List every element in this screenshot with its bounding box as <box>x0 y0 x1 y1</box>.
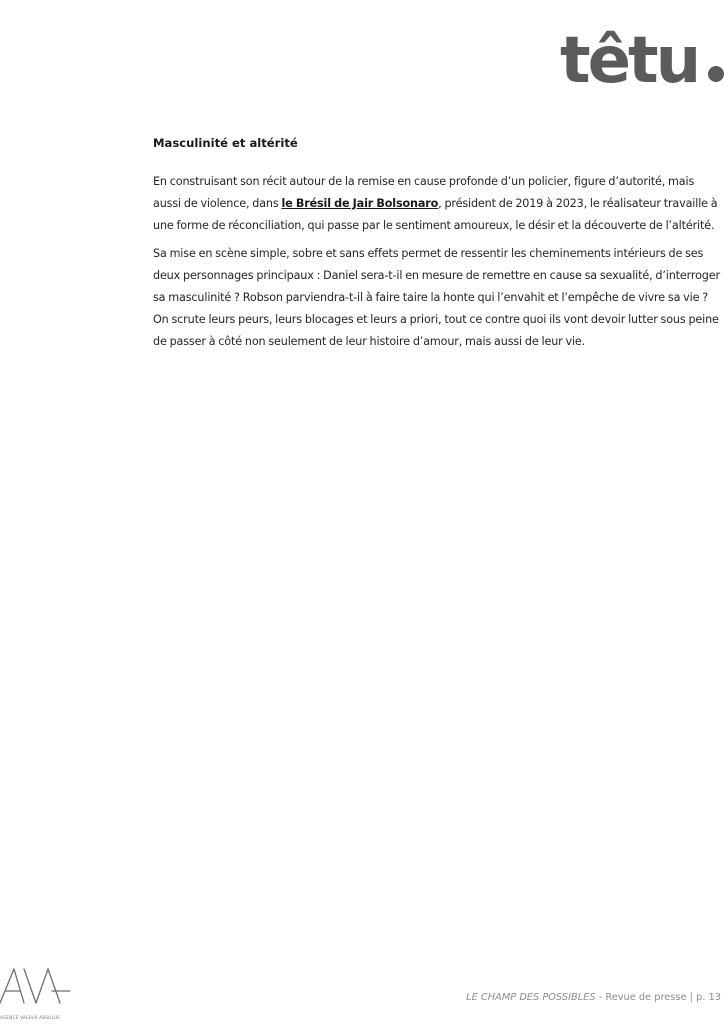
page-footer <box>466 992 721 1003</box>
ava-monogram-icon <box>0 965 72 1015</box>
footer-series-title: LE CHAMP DES POSSIBLES <box>466 992 596 1003</box>
tetu-logo-dot-icon <box>708 66 724 82</box>
section-title: Masculinité et altérité <box>153 136 298 150</box>
bolsonaro-article-link[interactable]: le Brésil de Jair Bolsonaro <box>281 196 439 210</box>
agency-tagline: AGENCE VALEUR ABSOLUE <box>0 1015 61 1020</box>
article-body <box>153 133 724 359</box>
paragraph-1-text-end: , président de 2019 à 2023, le réalisateur travaille à une forme de réconciliation, qui passe par le sentiment amoureux, le désir et la découverte de l’altérité. <box>153 196 718 232</box>
ava-agency-logo <box>0 965 72 1024</box>
page-number: | p. 13 <box>689 992 721 1003</box>
footer-doc-label: Revue de presse <box>605 992 687 1003</box>
tetu-logo <box>560 20 724 100</box>
footer-separator: - <box>595 992 606 1003</box>
paragraph-1 <box>153 171 724 236</box>
paragraph-2: Sa mise en scène simple, sobre et sans effets permet de ressentir les cheminements intérieurs de ses deux personnages principaux : Daniel sera-t-il en mesure de remettre en cause sa sexualité, d’interroger sa masculinité ? Robson parviendra-t-il à faire taire la honte qui l’envahit et l’empêche de vivre sa vie ? On scrute leurs peurs, leurs blocages et leurs a priori, tout ce contre quoi ils vont devoir lutter sous peine de passer à côté non seulement de leur histoire d’amour, mais aussi de leur vie. <box>153 247 720 348</box>
tetu-logo-text: têtu <box>560 24 699 98</box>
paragraph-1-text-start: En construisant son récit autour de la remise en cause profonde d’un policier, figure d’autorité, mais aussi de violence, dans <box>153 175 695 210</box>
